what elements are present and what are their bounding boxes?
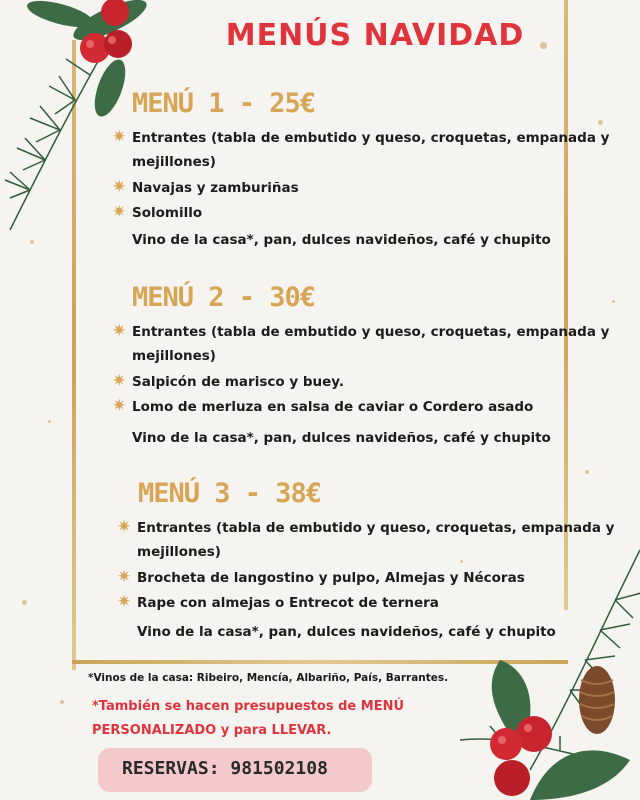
star-bullet-icon: ✷	[117, 592, 132, 612]
menu-item: ✷ Entrantes (tabla de embutido y queso, croquetas, empanada y	[117, 517, 615, 537]
menu-heading-2: MENÚ 2 - 30€	[132, 282, 316, 313]
menu-item: ✷ Brocheta de langostino y pulpo, Almejas y Nécoras	[117, 567, 525, 587]
menu-item: mejillones)	[132, 348, 216, 364]
menu-item: ✷ Solomillo	[112, 202, 203, 222]
star-bullet-icon: ✷	[117, 567, 132, 587]
custom-menu-note-line: *También se hacen presupuestos de MENÚ	[92, 699, 405, 714]
menu-item: ✷ Salpicón de marisco y buey.	[112, 371, 344, 391]
menu-item: Vino de la casa*, pan, dulces navideños, café y chupito	[132, 430, 551, 446]
holly-berries-icon	[70, 0, 150, 80]
star-bullet-icon: ✷	[112, 371, 127, 391]
menu-item: ✷ Navajas y zamburiñas	[112, 177, 299, 197]
menu-item: ✷ Entrantes (tabla de embutido y queso, croquetas, empanada y	[112, 321, 610, 341]
star-bullet-icon: ✷	[112, 396, 127, 416]
star-bullet-icon: ✷	[112, 321, 127, 341]
custom-menu-note	[92, 695, 422, 743]
wine-note: *Vinos de la casa: Ribeiro, Mencía, Albariño, País, Barrantes.	[88, 672, 449, 684]
menu-item: ✷ Entrantes (tabla de embutido y queso, croquetas, empanada y	[112, 127, 610, 147]
star-bullet-icon: ✷	[117, 517, 132, 537]
menu-heading-1: MENÚ 1 - 25€	[132, 88, 316, 119]
custom-menu-note-line: PERSONALIZADO y para LLEVAR.	[92, 723, 332, 738]
page-title: MENÚS NAVIDAD	[225, 18, 525, 53]
star-bullet-icon: ✷	[112, 177, 127, 197]
menu-item: mejillones)	[137, 544, 221, 560]
menu-item: mejillones)	[132, 154, 216, 170]
menu-item: Vino de la casa*, pan, dulces navideños, café y chupito	[137, 624, 556, 640]
menu-item: ✷ Rape con almejas o Entrecot de ternera	[117, 592, 439, 612]
pine-cone-icon	[575, 660, 619, 740]
menu-item: ✷ Lomo de merluza en salsa de caviar o Cordero asado	[112, 396, 534, 416]
star-bullet-icon: ✷	[112, 127, 127, 147]
menu-item: Vino de la casa*, pan, dulces navideños, café y chupito	[132, 232, 551, 248]
holly-berries-icon	[482, 710, 572, 800]
star-bullet-icon: ✷	[112, 202, 127, 222]
reservations-button[interactable]	[98, 748, 372, 792]
menu-heading-3: MENÚ 3 - 38€	[138, 478, 322, 509]
reservations-label: RESERVAS: 981502108	[122, 758, 328, 779]
